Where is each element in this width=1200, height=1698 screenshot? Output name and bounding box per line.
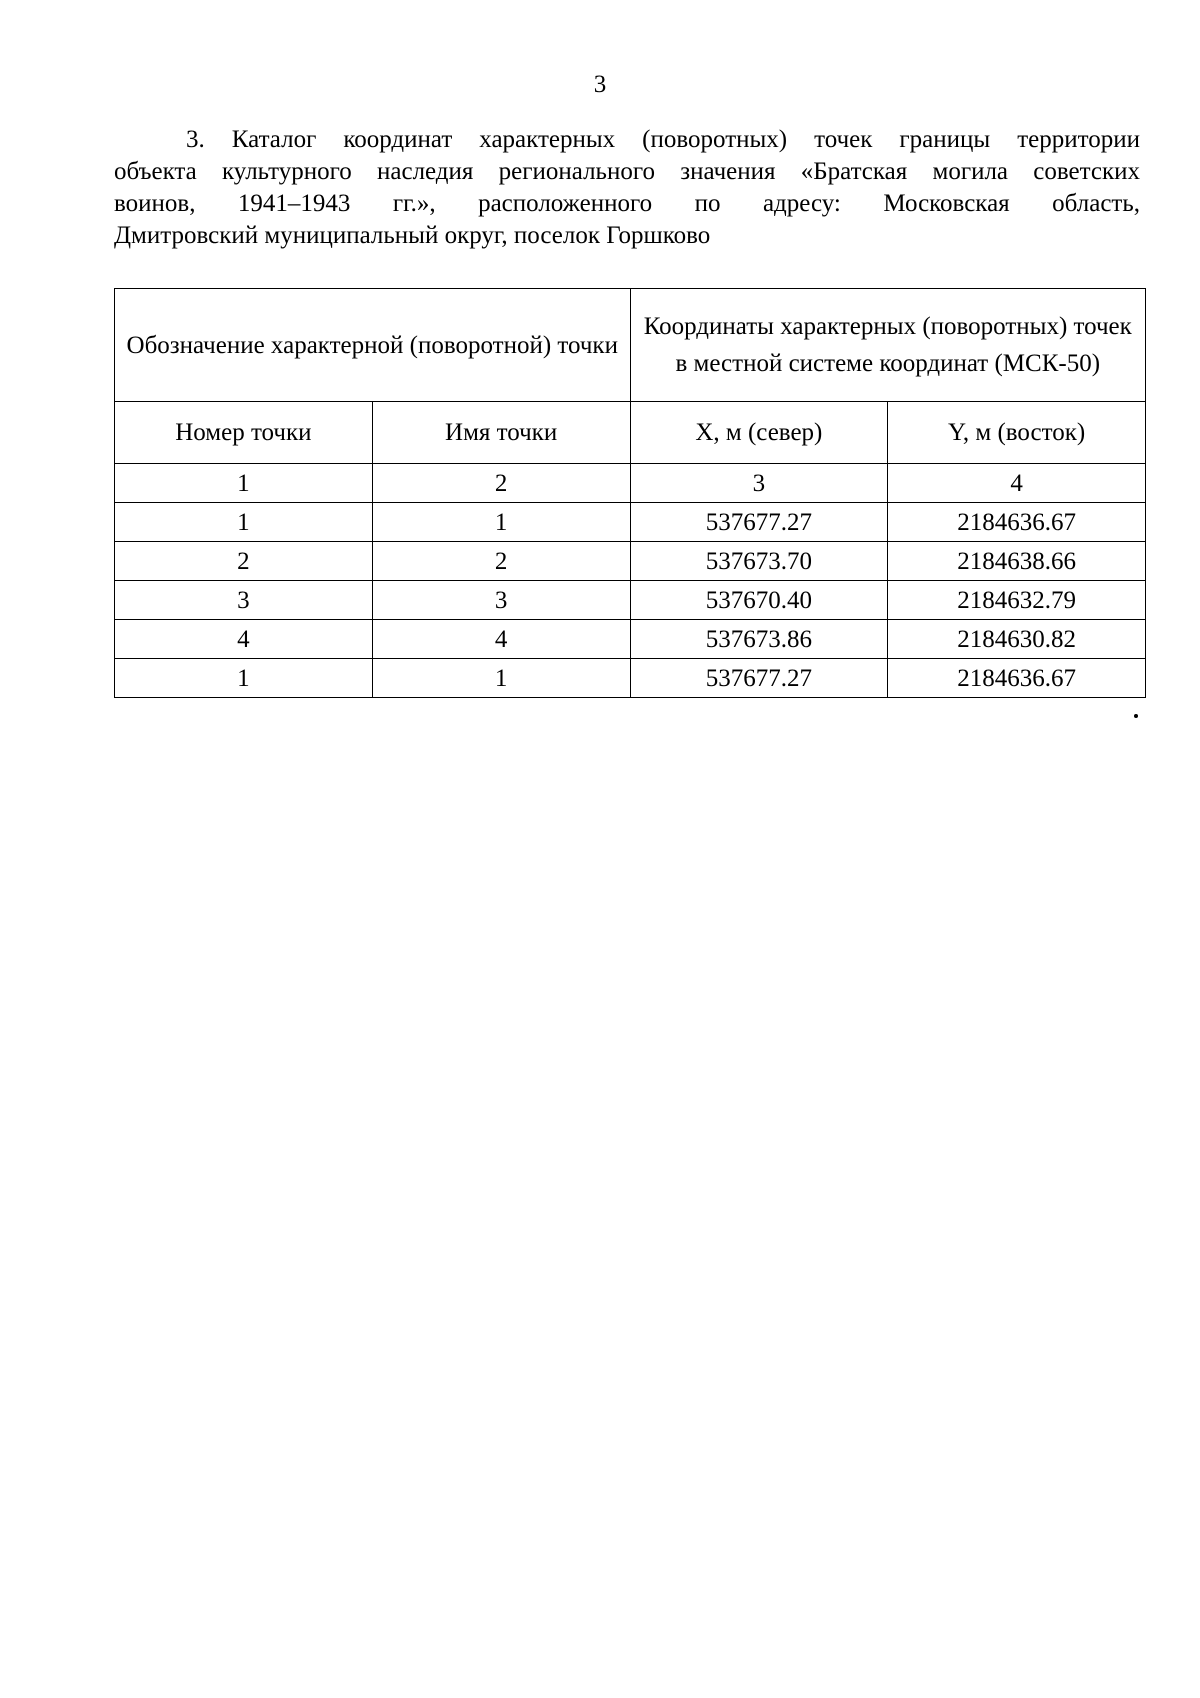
table-row — [115, 659, 1146, 698]
table-header-row — [115, 289, 1146, 402]
table-row — [115, 620, 1146, 659]
cell-x: 537677.27 — [630, 503, 888, 542]
cell-x: 537670.40 — [630, 581, 888, 620]
table-row — [115, 581, 1146, 620]
header-coordinates: Координаты характерных (поворотных) точек в местной системе координат (МСК-50) — [630, 289, 1146, 402]
cell-y: 2184636.67 — [888, 659, 1146, 698]
cell-point-number: 2 — [115, 542, 373, 581]
cell-x: 537673.70 — [630, 542, 888, 581]
table-row — [115, 503, 1146, 542]
column-header-point-number: Номер точки — [115, 402, 373, 464]
cell-y: 2184638.66 — [888, 542, 1146, 581]
column-header-x: X, м (север) — [630, 402, 888, 464]
intro-line: Дмитровский муниципальный округ, поселок Горшково — [114, 222, 711, 249]
cell-x: 537677.27 — [630, 659, 888, 698]
intro-line: объекта культурного наследия регионального значения «Братская могила советских — [114, 158, 1140, 185]
table-subheader-row — [115, 402, 1146, 464]
cell-point-name: 2 — [372, 542, 630, 581]
cell-point-number: 4 — [115, 620, 373, 659]
cell-y: 2184630.82 — [888, 620, 1146, 659]
column-header-point-name: Имя точки — [372, 402, 630, 464]
cell-point-number: 3 — [115, 581, 373, 620]
cell-point-name: 3 — [372, 581, 630, 620]
table-row — [115, 542, 1146, 581]
cell-x: 537673.86 — [630, 620, 888, 659]
intro-line: воинов, 1941–1943 гг.», расположенного по адресу: Московская область, — [114, 190, 1140, 217]
header-point-designation: Обозначение характерной (поворотной) точки — [115, 289, 631, 402]
coordinates-table — [114, 288, 1146, 698]
cell-point-name: 4 — [372, 620, 630, 659]
intro-paragraph — [114, 124, 1140, 252]
page-number: 3 — [593, 71, 607, 98]
cell-y: 2184632.79 — [888, 581, 1146, 620]
column-number: 2 — [372, 464, 630, 503]
column-number-row — [115, 464, 1146, 503]
cell-point-name: 1 — [372, 503, 630, 542]
cell-y: 2184636.67 — [888, 503, 1146, 542]
intro-line: 3. Каталог координат характерных (поворотных) точек границы территории — [186, 126, 1140, 153]
column-header-y: Y, м (восток) — [888, 402, 1146, 464]
column-number: 4 — [888, 464, 1146, 503]
column-number: 1 — [115, 464, 373, 503]
cell-point-number: 1 — [115, 659, 373, 698]
cell-point-number: 1 — [115, 503, 373, 542]
cell-point-name: 1 — [372, 659, 630, 698]
column-number: 3 — [630, 464, 888, 503]
end-dot — [1134, 714, 1138, 718]
